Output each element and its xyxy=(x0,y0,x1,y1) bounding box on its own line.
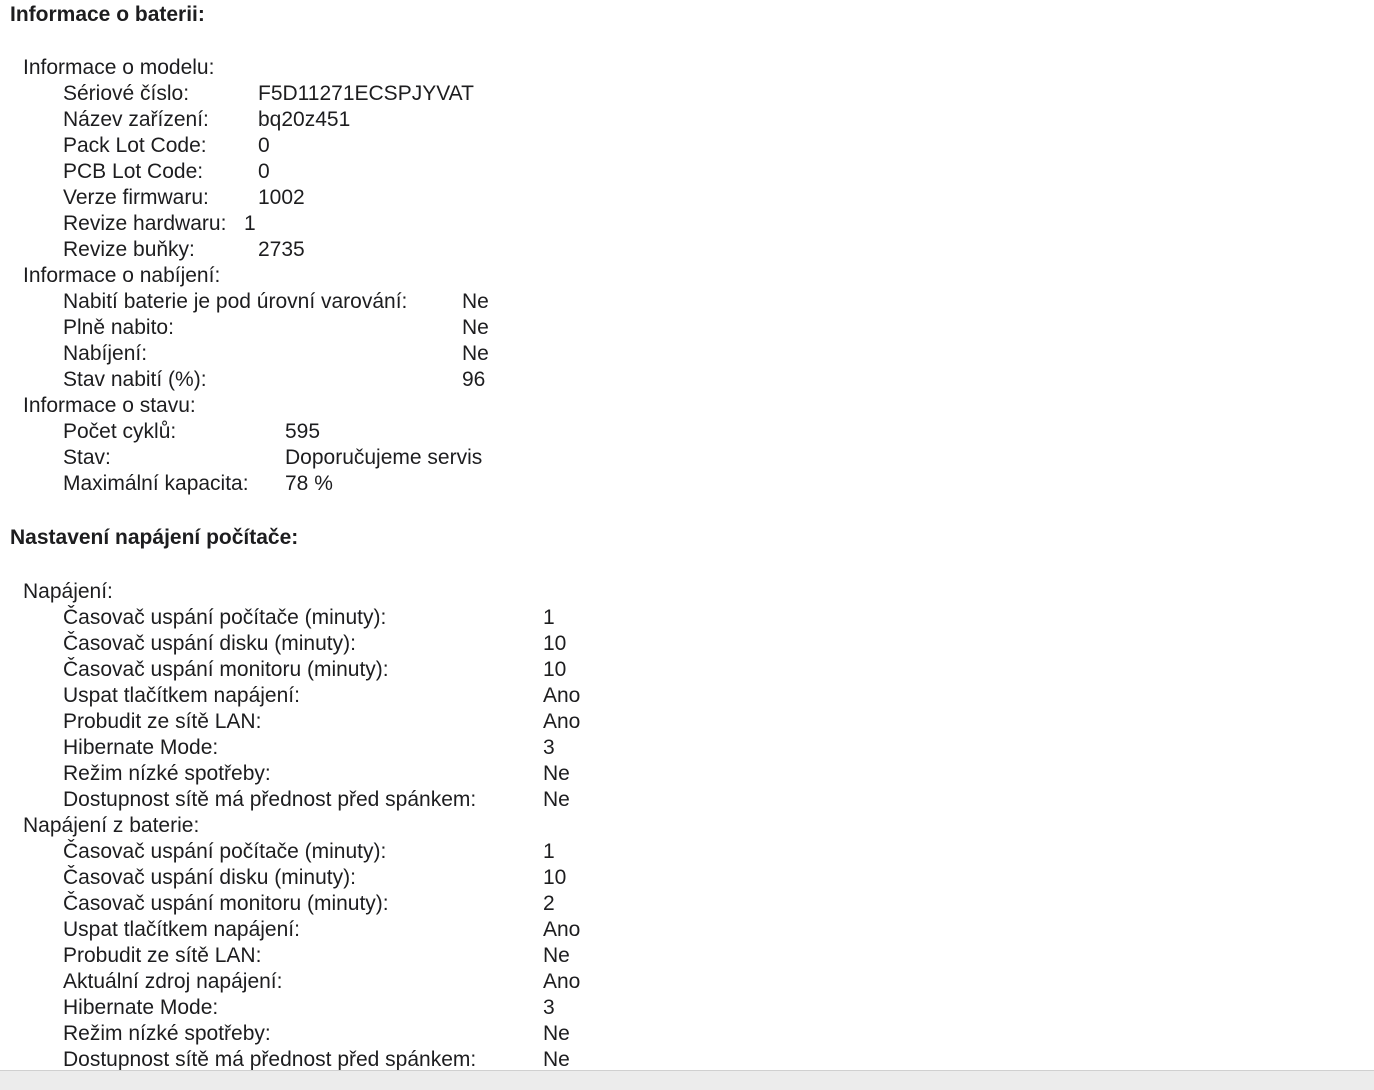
row-value: Ano xyxy=(543,918,581,941)
row-value: 1 xyxy=(244,212,256,235)
row-label: Revize buňky: xyxy=(63,238,195,261)
row-label: Časovač uspání monitoru (minuty): xyxy=(63,658,389,681)
row-label: Uspat tlačítkem napájení: xyxy=(63,918,300,941)
row-value: 1 xyxy=(543,606,555,629)
row-value: 78 % xyxy=(285,472,333,495)
row-label: Uspat tlačítkem napájení: xyxy=(63,684,300,707)
row-label: Pack Lot Code: xyxy=(63,134,207,157)
row-label: Časovač uspání počítače (minuty): xyxy=(63,840,387,863)
row-label: Časovač uspání monitoru (minuty): xyxy=(63,892,389,915)
row-label: Název zařízení: xyxy=(63,108,209,131)
row-label: Dostupnost sítě má přednost před spánkem: xyxy=(63,1048,477,1070)
battery-section-title: Informace o baterii: xyxy=(10,3,205,26)
model-info-title: Informace o modelu: xyxy=(23,56,215,79)
row-value: Ne xyxy=(462,316,489,339)
row-label: Stav nabití (%): xyxy=(63,368,207,391)
row-value: 96 xyxy=(462,368,486,391)
row-label: Verze firmwaru: xyxy=(63,186,209,209)
row-value: 0 xyxy=(258,134,270,157)
row-value: 2 xyxy=(543,892,555,915)
row-value: Ne xyxy=(543,762,570,785)
row-value: 10 xyxy=(543,632,567,655)
path-bar xyxy=(0,1070,1374,1090)
row-value: Ne xyxy=(462,342,489,365)
row-value: Ano xyxy=(543,710,581,733)
power-section-title: Nastavení napájení počítače: xyxy=(10,526,299,549)
row-value: 1 xyxy=(543,840,555,863)
row-label: Aktuální zdroj napájení: xyxy=(63,970,283,993)
row-value: 595 xyxy=(285,420,321,443)
row-value: Ne xyxy=(543,1022,570,1045)
battery-power-title: Napájení z baterie: xyxy=(23,814,200,837)
row-value: Ano xyxy=(543,684,581,707)
row-label: Revize hardwaru: xyxy=(63,212,227,235)
row-label: Probudit ze sítě LAN: xyxy=(63,944,262,967)
row-label: Sériové číslo: xyxy=(63,82,190,105)
row-label: Časovač uspání počítače (minuty): xyxy=(63,606,387,629)
row-label: Nabití baterie je pod úrovní varování: xyxy=(63,290,408,313)
row-value: 2735 xyxy=(258,238,305,261)
row-label: Hibernate Mode: xyxy=(63,736,219,759)
row-value: Ne xyxy=(462,290,489,313)
row-label: Režim nízké spotřeby: xyxy=(63,762,271,785)
row-label: Počet cyklů: xyxy=(63,420,177,443)
health-info-title: Informace o stavu: xyxy=(23,394,196,417)
row-label: Probudit ze sítě LAN: xyxy=(63,710,262,733)
row-value: 1002 xyxy=(258,186,305,209)
row-value: 3 xyxy=(543,736,555,759)
row-label: Hibernate Mode: xyxy=(63,996,219,1019)
row-label: Časovač uspání disku (minuty): xyxy=(63,866,356,889)
row-label: PCB Lot Code: xyxy=(63,160,204,183)
row-value: Ne xyxy=(543,788,570,811)
row-label: Stav: xyxy=(63,446,111,469)
ac-power-title: Napájení: xyxy=(23,580,113,603)
row-value: 10 xyxy=(543,658,567,681)
row-value: 0 xyxy=(258,160,270,183)
row-value: Doporučujeme servis xyxy=(285,446,483,469)
row-label: Plně nabito: xyxy=(63,316,174,339)
row-label: Nabíjení: xyxy=(63,342,148,365)
row-label: Režim nízké spotřeby: xyxy=(63,1022,271,1045)
row-label: Časovač uspání disku (minuty): xyxy=(63,632,356,655)
row-value: 10 xyxy=(543,866,567,889)
row-value: Ne xyxy=(543,1048,570,1070)
row-value: bq20z451 xyxy=(258,108,351,131)
row-value: Ano xyxy=(543,970,581,993)
row-value: F5D11271ECSPJYVAT xyxy=(258,82,474,105)
row-label: Dostupnost sítě má přednost před spánkem: xyxy=(63,788,477,811)
charge-info-title: Informace o nabíjení: xyxy=(23,264,221,287)
row-label: Maximální kapacita: xyxy=(63,472,249,495)
row-value: 3 xyxy=(543,996,555,1019)
row-value: Ne xyxy=(543,944,570,967)
